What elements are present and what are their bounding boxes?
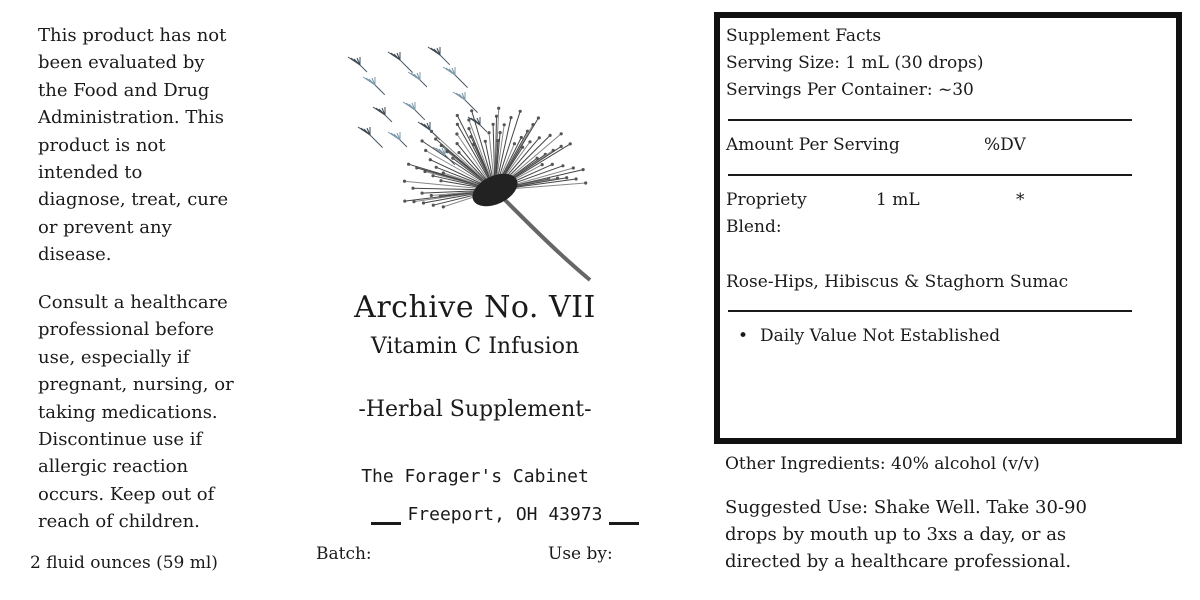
suggested-use: Suggested Use: Shake Well. Take 30-90 drops by mouth up to 3xs a day, or as directed by a healthcare professional. [725,497,1087,572]
batch-label: Batch: [316,544,372,564]
seed-tip [429,158,432,161]
seed-tip [565,176,568,179]
seed-tip [528,140,531,143]
seed-tip [421,192,424,195]
flying-seed [373,107,392,122]
seed-tip [421,139,424,142]
seed-tip [560,132,563,135]
seed-tip [549,134,552,137]
flying-seed [408,72,427,87]
flying-seed [358,127,383,148]
flying-seed [388,132,407,147]
dv-header: %DV [984,135,1026,155]
seed-tip [497,107,500,110]
dandelion-stem [505,200,590,280]
product-category: -Herbal Supplement- [358,397,592,422]
seed-tip [456,142,459,145]
seed-tip [422,201,425,204]
maker-name: The Forager's Cabinet [361,466,589,487]
blend-name: Blend: [726,217,782,237]
seed-tip [430,194,433,197]
seed-tip [455,132,458,135]
flying-seed [428,47,450,65]
blend-dv: * [1016,190,1025,210]
seed-tip [411,187,414,190]
dandelion-icon [345,40,605,285]
bullet-icon: • [738,326,749,346]
seed-tip [499,131,502,134]
seed-tip [584,181,587,184]
blend-name: Propriety [726,190,807,210]
seed-tip [509,116,512,119]
flying-seed [443,67,468,88]
seed-tip [503,123,506,126]
product-subtitle: Vitamin C Infusion [370,334,580,359]
seed-tip [456,123,459,126]
seed-tip [403,200,406,203]
seed-tip [541,163,544,166]
seed-tip [434,137,437,140]
blank-line-left [371,502,401,525]
blank-line-right [609,502,639,525]
serving-size: Serving Size: 1 mL (30 drops) [726,53,984,73]
flying-seed [363,77,385,95]
seed-tip [403,180,406,183]
seed-tip [435,166,438,169]
seed-tip [537,116,540,119]
ingredient-list: Rose-Hips, Hibiscus & Staghorn Sumac [726,272,1069,292]
seed-tip [442,205,445,208]
facts-heading: Supplement Facts [726,26,882,46]
seed-tip [551,163,554,166]
seed-tip [569,142,572,145]
dv-footnote: Daily Value Not Established [760,326,1001,346]
address-row [360,502,650,525]
flying-seed [418,122,440,140]
flying-seed [348,57,367,72]
seed-tip [487,131,490,134]
seed-tip [456,114,459,117]
seed-tip [582,168,585,171]
seed-tip [495,115,498,118]
flying-seed [388,52,413,73]
useby-label: Use by: [548,544,613,564]
maker-address: Freeport, OH 43973 [407,504,603,525]
flying-seed [453,92,478,113]
seed-tip [572,166,575,169]
seed-tip [424,149,427,152]
flying-seed [403,102,425,120]
seed-tip [575,177,578,180]
seed-tip [513,142,516,145]
fda-disclaimer: This product has not been evaluated by the Food and Drug Administration. This product is not intended to diagnose, treat, cure or prevent any disease. [38,25,229,266]
seed-tip [538,136,541,139]
servings-per-container: Servings Per Container: ~30 [726,80,974,100]
seed-tip [439,179,442,182]
blend-amount: 1 mL [876,190,920,210]
amount-header: Amount Per Serving [726,135,900,155]
product-title: Archive No. VII [354,290,596,325]
facts-divider [728,310,1132,312]
other-ingredients: Other Ingredients: 40% alcohol (v/v) [725,454,1040,474]
facts-divider [728,174,1132,176]
seed-tip [560,145,563,148]
seed-tip [521,146,524,149]
consult-warning: Consult a healthcare professional before use, especially if pregnant, nursing, or taking medications. Discontinue use if allergic reaction occurs. Keep out of reach of children. [38,292,234,533]
seed-tip [520,136,523,139]
seed-tip [432,204,435,207]
seed-tip [407,163,410,166]
seed-tip [561,164,564,167]
supplement-facts-panel [714,12,1182,444]
seed-tip [470,109,473,112]
facts-divider [728,119,1132,121]
seed-tip [484,140,487,143]
volume-label: 2 fluid ounces (59 ml) [30,553,218,573]
seed-tip [442,171,445,174]
seed-tip [519,110,522,113]
seed-tip [492,123,495,126]
seed-tip [467,127,470,130]
seed-tip [457,151,460,154]
seed-tip [431,174,434,177]
